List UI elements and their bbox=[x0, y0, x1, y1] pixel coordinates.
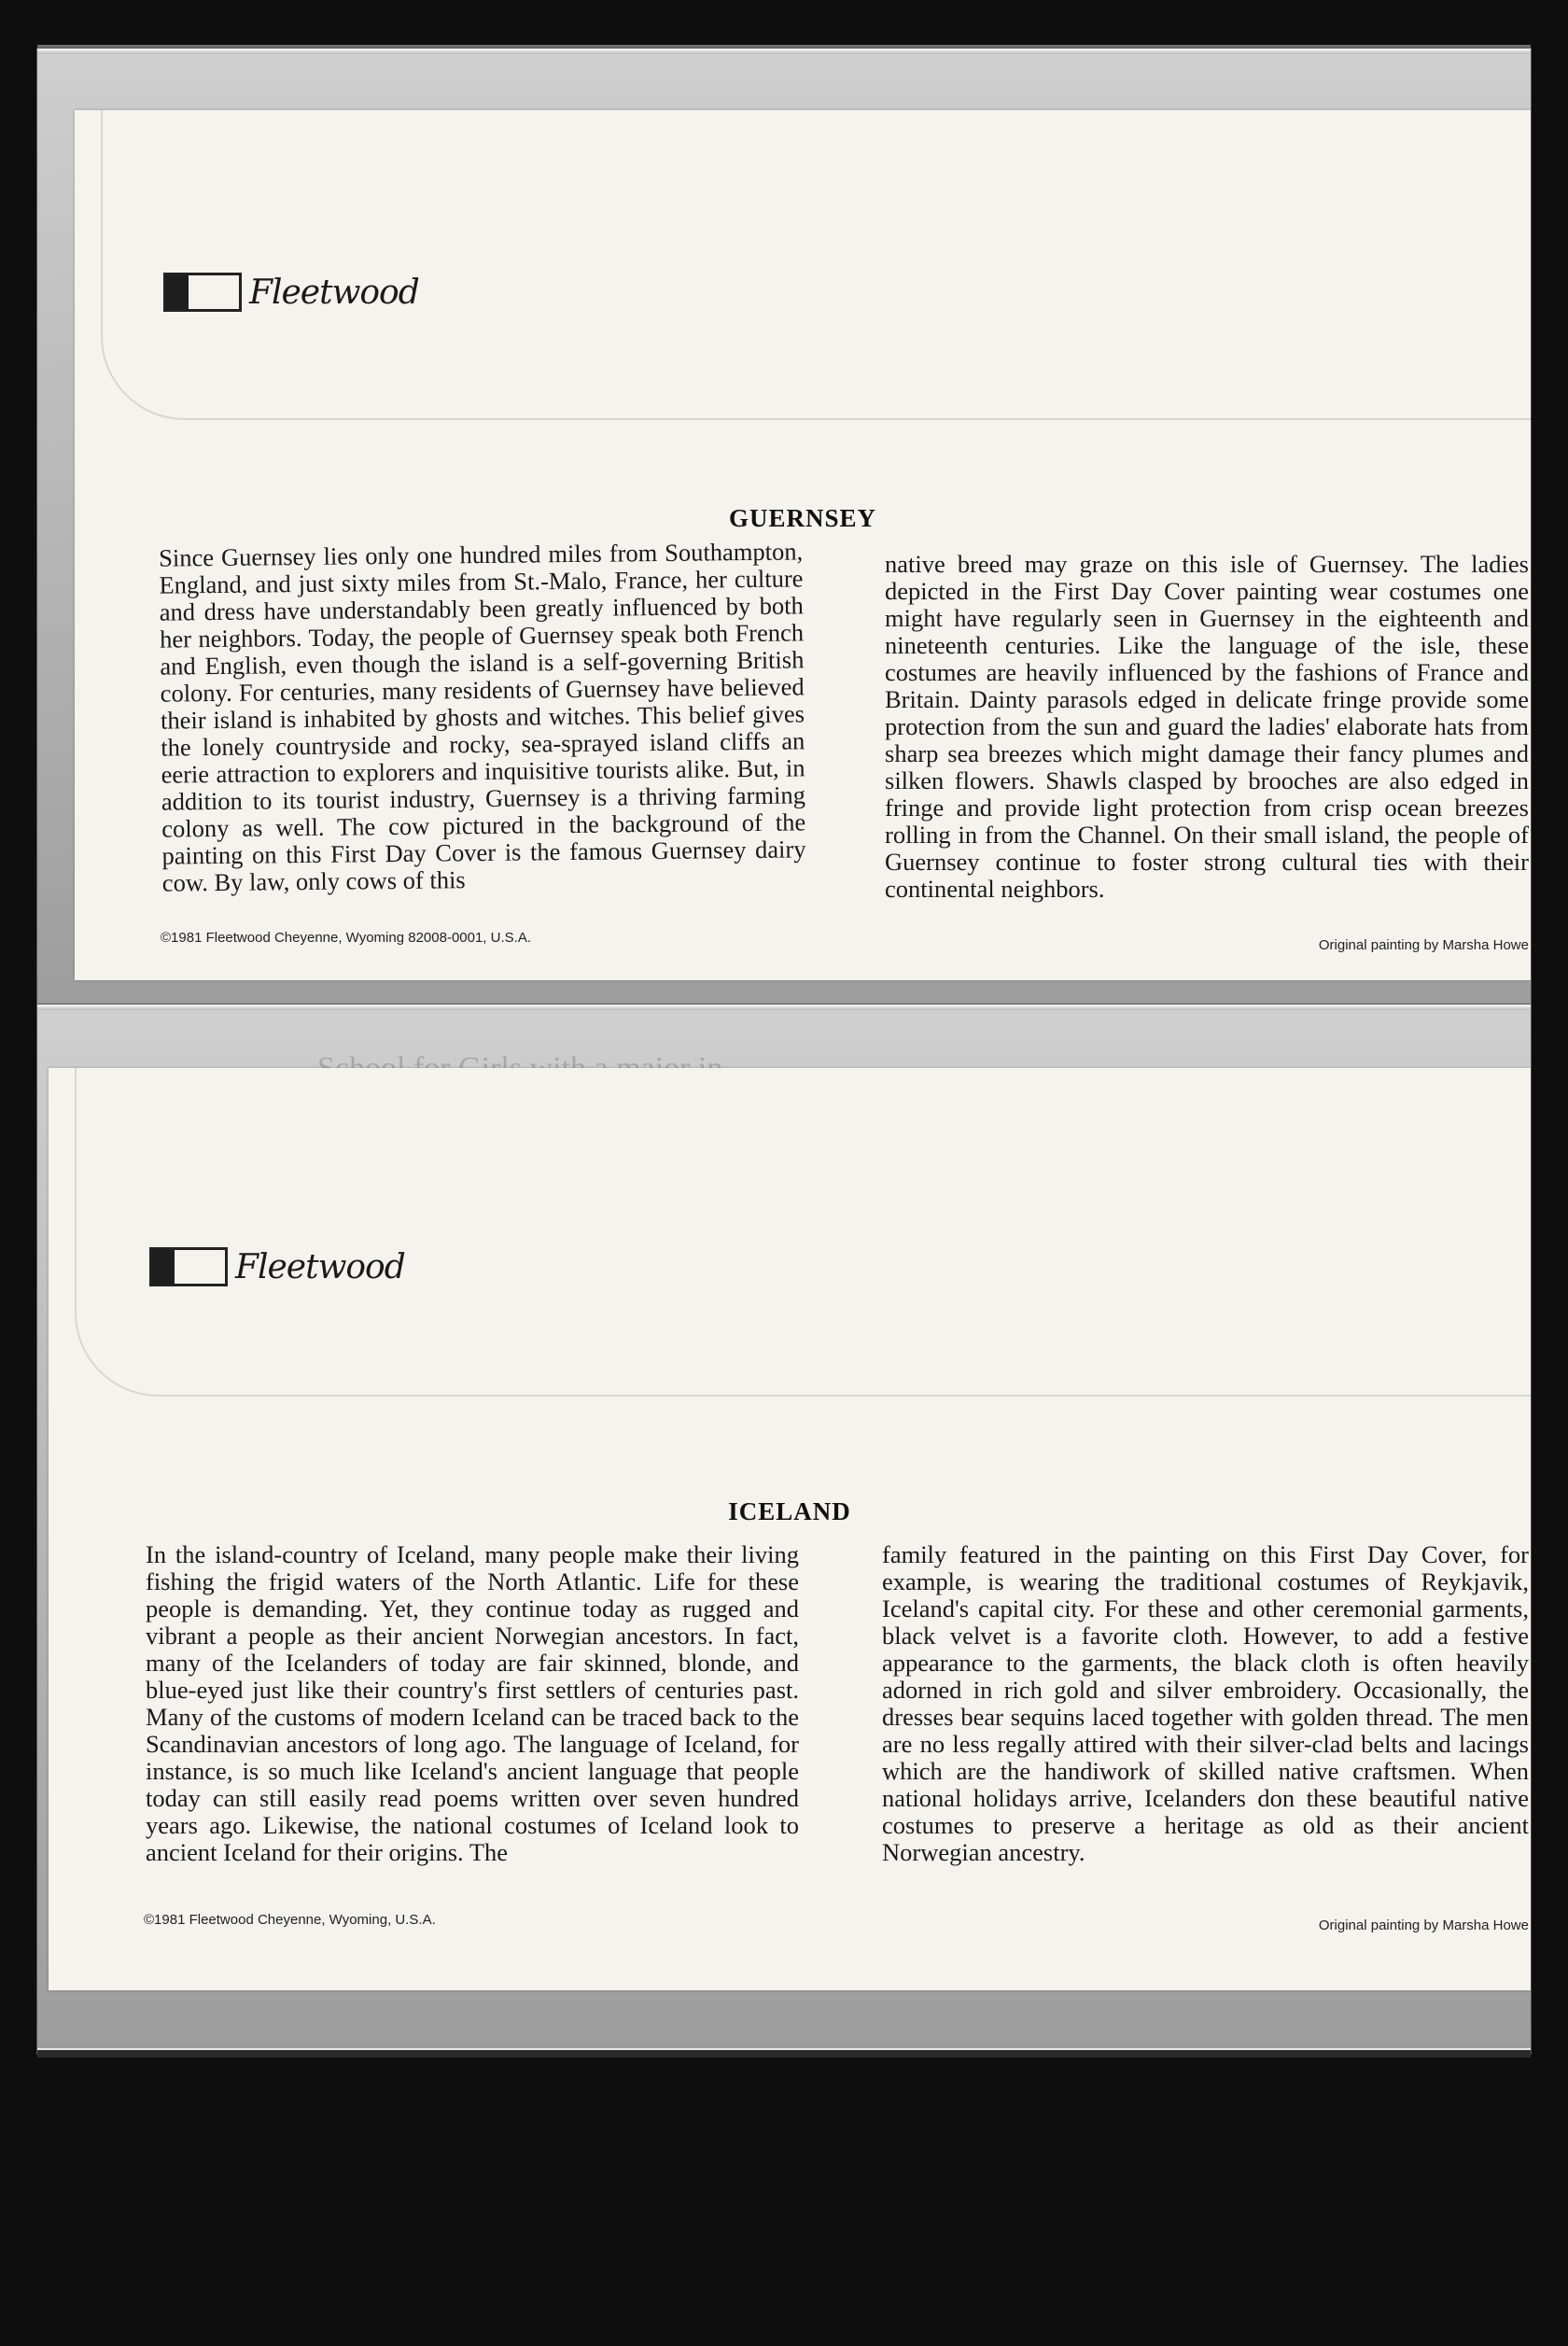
text-column-right: native breed may graze on this isle of Guernsey. The ladies depicted in the First Day Cover painting wear costumes one might have regularly seen in Guernsey in the eighteenth and nineteenth centuries. Like the language of the isle, these costumes are heavily influenced by the fashions of France and Britain. Dainty parasols edged in delicate fringe provide some protection from the sun and guard the ladies' elaborate hats from sharp sea breezes which might damage their fancy plumes and silken flowers. Shawls clasped by brooches are also edged in fringe and provide light protection from crisp ocean breezes rolling in from the Channel. On their small island, the people of Guernsey continue to foster strong cultural ties with their continental neighbors. bbox=[885, 550, 1529, 903]
text-column-right: family featured in the painting on this First Day Cover, for example, is wearing the traditional costumes of Reykjavik, Iceland's capital city. For these and other ceremonial garments, black velvet is a favorite cloth. However, to add a festive appearance to the garments, the black cloth is often heavily adorned in rich gold and silver embroidery. Occasionally, the dresses bear sequins laced together with golden thread. The men are no less regally attired with their silver-clad belts and lacings which are the handiwork of skilled native craftsmen. When national holidays arrive, Icelanders don these beautiful native costumes to preserve a heritage as old as their ancient Norwegian ancestry. bbox=[882, 1540, 1529, 1866]
logo-mark-icon bbox=[149, 1247, 228, 1286]
cover-title: ICELAND bbox=[728, 1497, 851, 1525]
text-column-left: Since Guernsey lies only one hundred miles from Southampton, England, and just sixty miles from St.-Malo, France, her culture and dress have understandably been greatly influenced by both her neighbors. Today, the people of Guernsey speak both French and English, even though the island is a self-governing British colony. For centuries, many residents of Guernsey have believed their island is inhabited by ghosts and witches. This belief gives the lonely countryside and rocky, sea-sprayed island cliffs an eerie attraction to explorers and inquisitive tourists alike. But, in addition to its tourist industry, Guernsey is a thriving farming colony as well. The cow pictured in the background of the painting on this First Day Cover is the famous Guernsey dairy cow. By law, only cows of this bbox=[159, 537, 806, 897]
sleeve-shine bbox=[37, 49, 1531, 54]
fleetwood-logo bbox=[149, 1247, 405, 1286]
sleeve-shine bbox=[37, 1004, 1531, 1010]
text-column-left: In the island-country of Iceland, many people make their living fishing the frigid waters of the North Atlantic. Life for these people is demanding. Yet, they continue today as rugged and vibrant a people as their ancient Norwegian ancestors. In fact, many of the Icelanders of today are fair skinned, blonde, and blue-eyed just like their country's first settlers of centuries past. Many of the customs of modern Iceland can be traced back to the Scandinavian ancestors of long ago. The language of Iceland, for instance, is so much like Iceland's ancient language that people today can still easily read poems written over seven hundred years ago. Likewise, the national costumes of Iceland look to ancient Iceland for their origins. The bbox=[146, 1540, 799, 1866]
copyright-line: ©1981 Fleetwood Cheyenne, Wyoming, U.S.A. bbox=[144, 1912, 436, 1928]
envelope-flap-edge bbox=[101, 110, 1531, 420]
logo-mark-icon bbox=[163, 273, 242, 312]
copyright-line: ©1981 Fleetwood Cheyenne, Wyoming 82008-0001, U.S.A. bbox=[161, 930, 531, 946]
fleetwood-logo bbox=[163, 273, 419, 312]
cover-title: GUERNSEY bbox=[728, 504, 877, 532]
logo-wordmark: Fleetwood bbox=[235, 1247, 405, 1286]
first-day-cover-guernsey bbox=[75, 110, 1531, 980]
sleeve-bottom-edge bbox=[37, 2050, 1531, 2058]
envelope-flap-edge bbox=[75, 1068, 1531, 1397]
logo-wordmark: Fleetwood bbox=[249, 273, 419, 312]
first-day-cover-iceland bbox=[49, 1068, 1531, 1990]
painting-credit: Original painting by Marsha Howe bbox=[1318, 937, 1529, 953]
painting-credit: Original painting by Marsha Howe bbox=[1318, 1918, 1529, 1933]
